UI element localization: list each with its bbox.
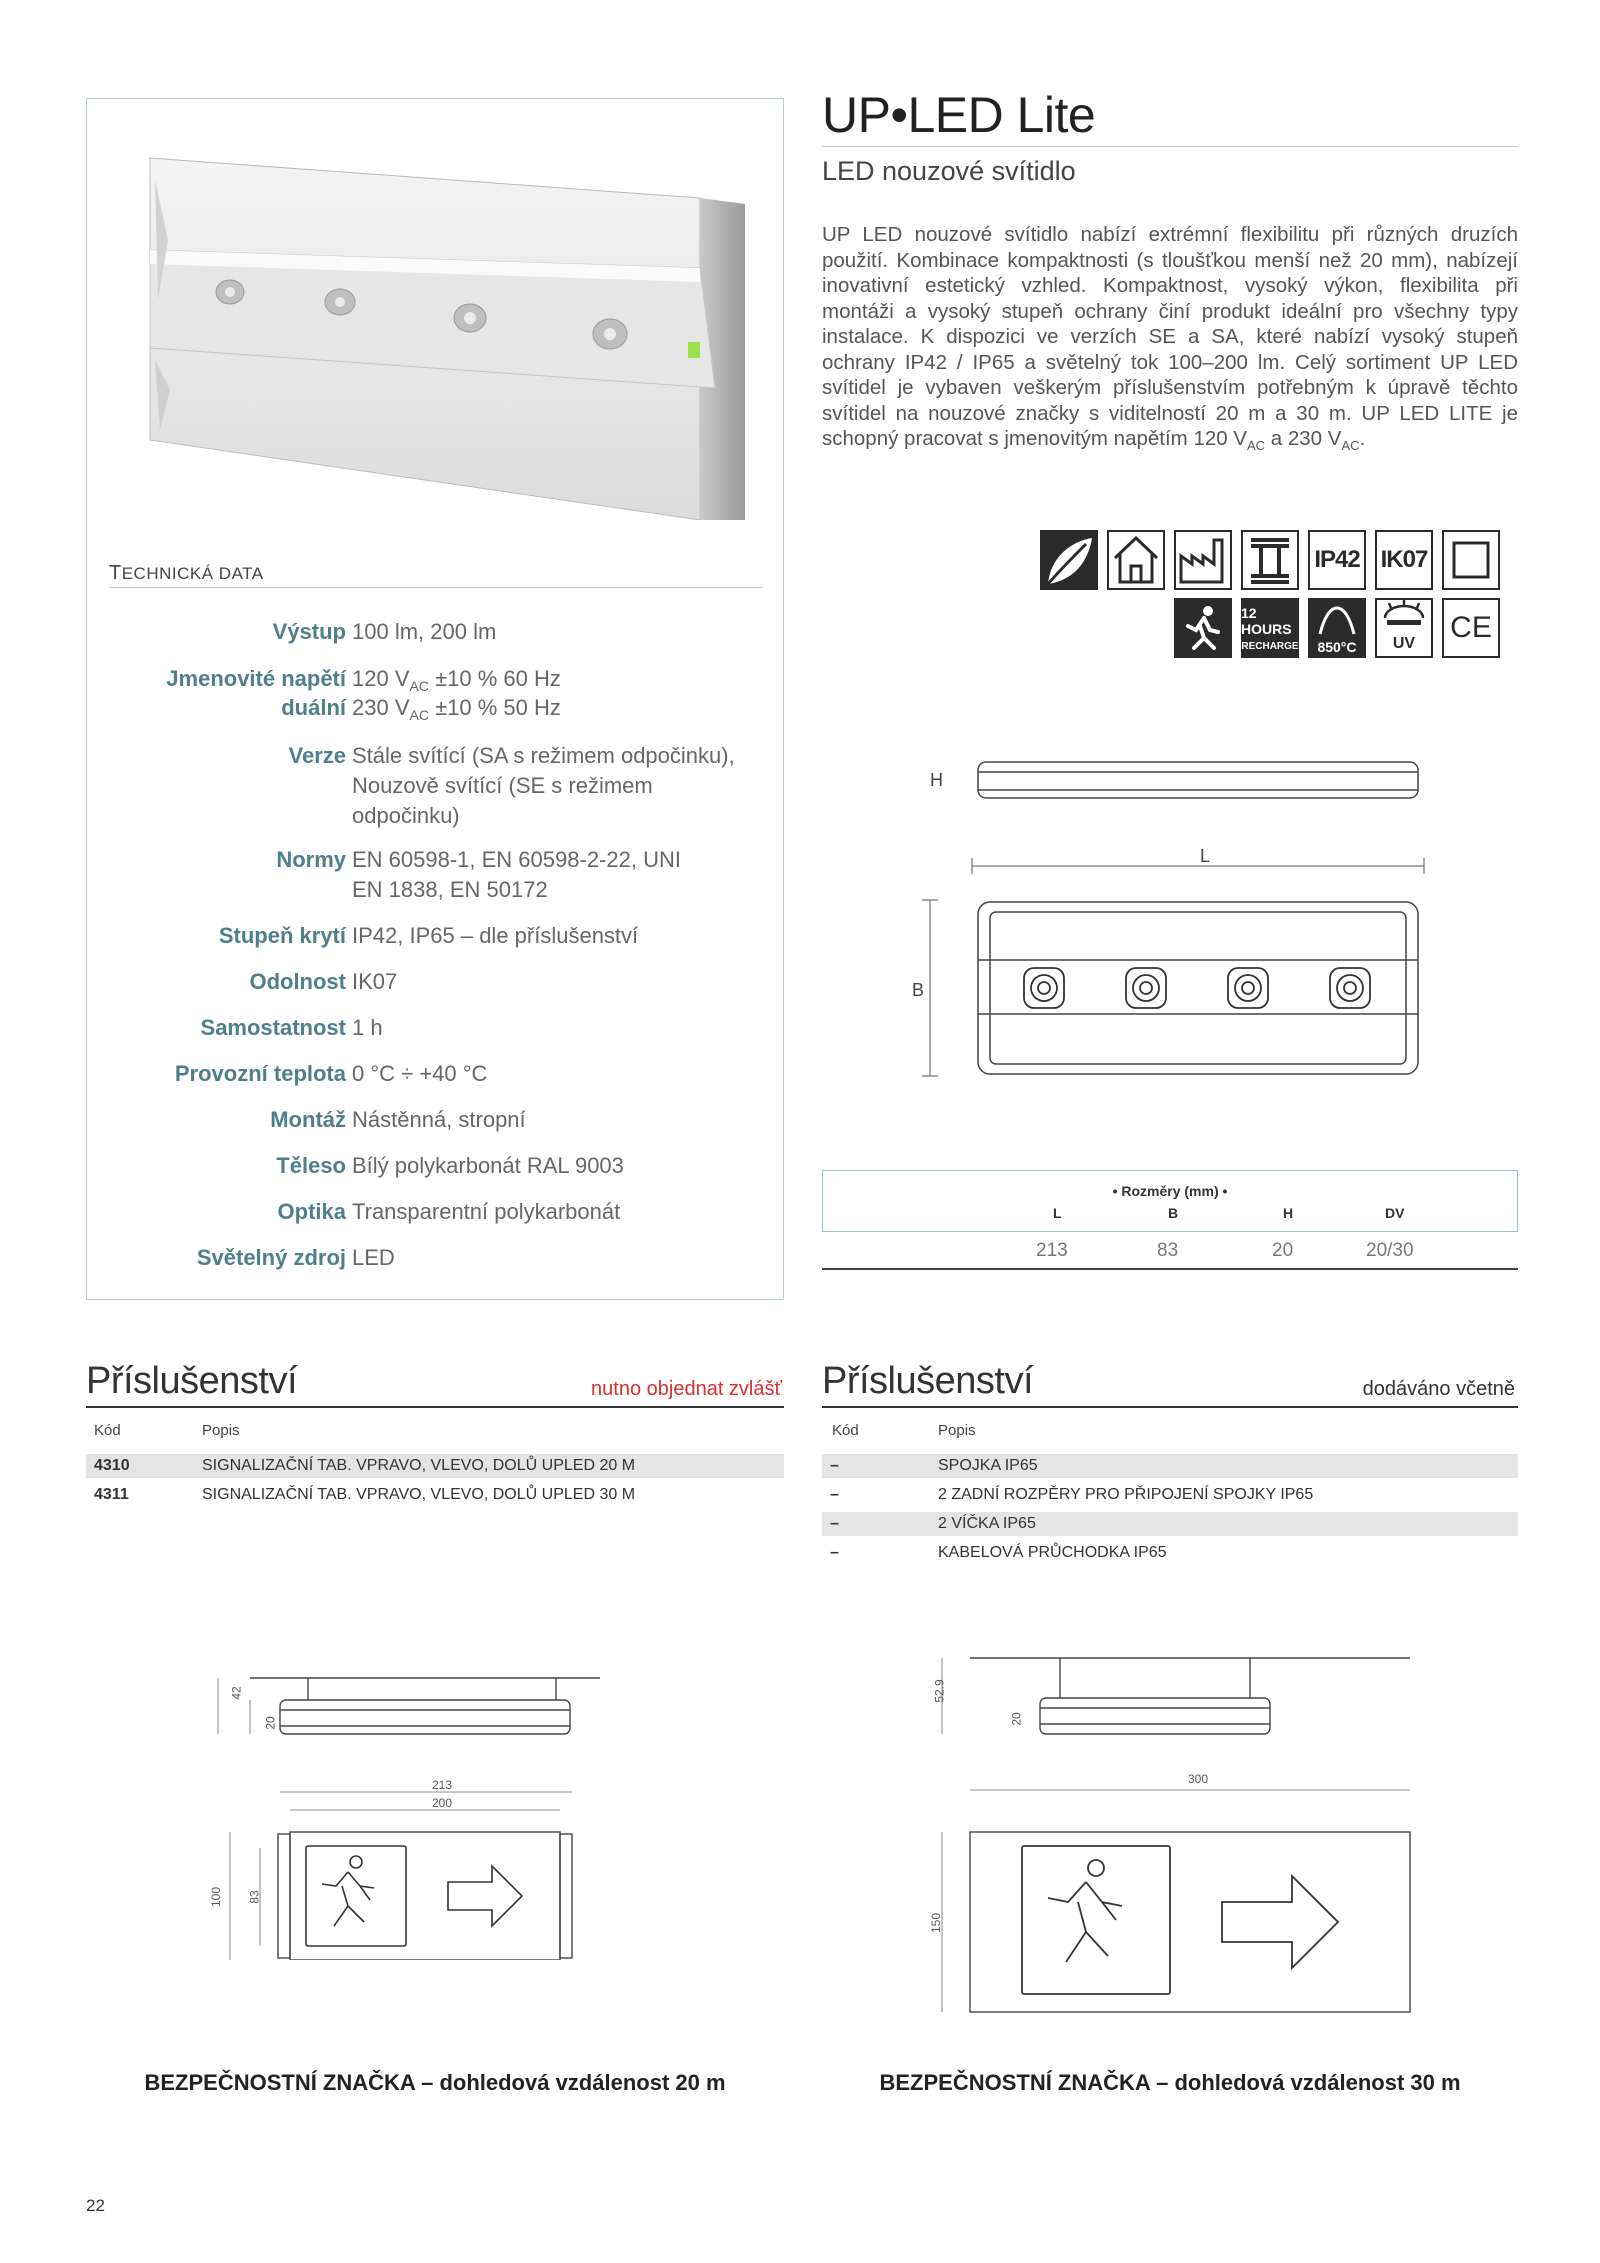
col-code-header: Kód [832, 1422, 859, 1439]
glow-wire-label: 850°C [1317, 639, 1357, 655]
pillar-icon [1241, 530, 1299, 590]
product-subtitle: LED nouzové svítidlo [822, 156, 1076, 186]
table-row [822, 1541, 1518, 1565]
row-code: – [830, 1457, 839, 1474]
col-code-header: Kód [94, 1422, 121, 1439]
dim-150: 150 [929, 1912, 944, 1934]
tech-key: Optika [277, 1199, 346, 1224]
tech-key: Verze [288, 743, 346, 768]
accessories-right-title: Příslušenství [822, 1360, 1034, 1402]
row-code: 4311 [94, 1486, 129, 1503]
tech-value-a: 120 V [352, 666, 410, 691]
tech-value-b: ±10 % 60 Hz [428, 666, 561, 691]
sign-20m-drawing [210, 1660, 610, 1960]
table-row [822, 1483, 1518, 1507]
product-photo [140, 150, 750, 520]
accessories-left-title: Příslušenství [86, 1360, 298, 1402]
tech-key: Stupeň krytí [218, 923, 346, 948]
row-code: – [830, 1544, 839, 1561]
dim-83: 83 [247, 1890, 262, 1904]
dim-200: 200 [432, 1796, 453, 1810]
ce-label: CE [1450, 611, 1492, 644]
sign-20m-caption: BEZPEČNOSTNÍ ZNAČKA – dohledová vzdálenost 20 m [144, 2070, 726, 2095]
tech-key: duální [281, 695, 346, 720]
uv-label: UV [1392, 635, 1416, 652]
tech-key: Provozní teplota [174, 1061, 346, 1086]
tech-heading-rest: ECHNICKÁ DATA [121, 564, 264, 583]
hours-label: 12 HOURS [1241, 604, 1292, 637]
dim-header-dv: DV [1385, 1205, 1405, 1221]
tech-key: Samostatnost [200, 1015, 346, 1040]
tech-value: 100 lm, 200 lm [352, 619, 497, 644]
dim-value-h: 20 [1272, 1240, 1294, 1261]
tech-rule [109, 587, 763, 588]
tech-key: Jmenovité napětí [166, 666, 346, 691]
tech-value: 1 h [352, 1015, 383, 1040]
tech-key: Montáž [270, 1107, 346, 1132]
tech-heading [109, 562, 264, 585]
description-mid: a 230 V [1265, 427, 1342, 450]
dim-value-b: 83 [1157, 1240, 1179, 1261]
row-code: 4310 [94, 1457, 130, 1474]
dim-label-h: H [930, 770, 943, 790]
table-row [822, 1454, 1518, 1478]
tech-value: EN 60598-1, EN 60598-2-22, UNI EN 1838, EN 50172 [352, 847, 681, 902]
tech-value: IP42, IP65 – dle příslušenství [352, 923, 639, 948]
row-desc: SIGNALIZAČNÍ TAB. VPRAVO, VLEVO, DOLŮ UPLED 20 M [202, 1457, 636, 1474]
ik07-badge [1375, 530, 1433, 590]
product-description [822, 222, 1518, 459]
row-desc: KABELOVÁ PRŮCHODKA IP65 [938, 1544, 1167, 1561]
accessories-left-note: nutno objednat zvlášť [591, 1378, 782, 1400]
tech-value-sub: AC [409, 678, 429, 694]
table-row [86, 1454, 784, 1478]
tech-value: Bílý polykarbonát RAL 9003 [352, 1153, 624, 1178]
dim-52-9: 52.9 [932, 1679, 947, 1703]
tech-key: Výstup [272, 619, 346, 644]
tech-value: Stále svítící (SA s režimem odpočinku), Nouzově svítící (SE s režimem odpočinku) [352, 743, 735, 828]
row-desc: SPOJKA IP65 [938, 1457, 1038, 1474]
tech-value-b: ±10 % 50 Hz [428, 695, 561, 720]
dim-header-h: H [1283, 1205, 1294, 1221]
row-desc: 2 ZADNÍ ROZPĚRY PRO PŘIPOJENÍ SPOJKY IP65 [938, 1486, 1314, 1503]
sign-30m-drawing [910, 1640, 1430, 2040]
ac-subscript: AC [1247, 438, 1266, 454]
technical-drawing [900, 750, 1460, 1090]
ac-subscript: AC [1341, 438, 1360, 454]
class-ii-icon [1442, 530, 1500, 590]
ip42-label: IP42 [1314, 546, 1360, 573]
dim-20: 20 [263, 1716, 278, 1730]
tech-key: Těleso [276, 1153, 346, 1178]
leaf-icon [1040, 530, 1098, 590]
row-code: – [830, 1515, 839, 1532]
glow-wire-badge [1308, 598, 1366, 658]
dimensions-table [822, 1170, 1518, 1232]
dim-42: 42 [229, 1686, 244, 1700]
row-code: – [830, 1486, 839, 1503]
dim-value-l: 213 [1036, 1240, 1068, 1261]
row-desc: 2 VÍČKA IP65 [938, 1515, 1036, 1532]
description-text: UP LED nouzové svítidlo nabízí extrémní flexibilitu při různých druzích použití. Kombinace kompaktnosti (s tloušťkou menší než 20 mm), nabízejí inovativní estetický vzhled. Kompaktnost, vysoký výkon, flexibilita při montáži a vysoký stupeň ochrany činí produkt ideální pro všechny typy instalace. K dispozici ve verzích SE a SA, které nabízí vysoký stupeň ochrany IP42 / IP65 a světelný tok 100–200 lm. Celý sortiment UP LED svítidel je vybaven veškerým příslušenstvím potřebným k úpravě těchto svítidel na nouzové značky s viditelností 20 m a 30 m. UP LED LITE je schopný pracovat s jmenovitým napětím 120 V [822, 223, 1518, 450]
tech-value: LED [352, 1245, 395, 1270]
accessories-right-rule [822, 1406, 1518, 1408]
dim-label-b: B [912, 980, 925, 1000]
tech-value-sub: AC [409, 707, 429, 723]
recharge-label: RECHARGE [1241, 640, 1299, 652]
tech-value-a: 230 V [352, 695, 410, 720]
accessories-left-rule [86, 1406, 784, 1408]
dim-20: 20 [1009, 1712, 1024, 1726]
title-rule [822, 146, 1518, 147]
dim-300: 300 [1188, 1772, 1209, 1786]
tech-heading-initial: T [109, 562, 122, 584]
ip42-badge [1308, 530, 1366, 590]
dim-header-l: L [1053, 1205, 1062, 1221]
col-desc-header: Popis [938, 1422, 976, 1439]
row-desc: SIGNALIZAČNÍ TAB. VPRAVO, VLEVO, DOLŮ UPLED 30 M [202, 1486, 636, 1503]
dimensions-title: • Rozměry (mm) • [1112, 1183, 1228, 1199]
dim-value-dv: 20/30 [1366, 1240, 1414, 1261]
uv-badge [1375, 598, 1433, 658]
page-number: 22 [86, 2196, 105, 2215]
dim-100: 100 [209, 1886, 224, 1908]
table-row [86, 1483, 784, 1507]
tech-key: Odolnost [249, 969, 346, 994]
dim-label-l: L [1200, 846, 1211, 866]
table-row [822, 1512, 1518, 1536]
tech-value: IK07 [352, 969, 398, 994]
house-icon [1107, 530, 1165, 590]
description-end: . [1359, 427, 1366, 450]
tech-value: Nástěnná, stropní [352, 1107, 526, 1132]
tech-value: 0 °C ÷ +40 °C [352, 1061, 488, 1086]
tech-key: Normy [276, 847, 346, 872]
ik07-label: IK07 [1380, 546, 1428, 573]
col-desc-header: Popis [202, 1422, 240, 1439]
ce-mark [1442, 598, 1500, 658]
dim-header-b: B [1168, 1205, 1179, 1221]
dimensions-bottom-rule [822, 1268, 1518, 1270]
sign-30m-caption: BEZPEČNOSTNÍ ZNAČKA – dohledová vzdálenost 30 m [879, 2070, 1461, 2095]
factory-icon [1174, 530, 1232, 590]
running-man-icon [1174, 598, 1232, 658]
tech-key: Světelný zdroj [196, 1245, 346, 1270]
recharge-badge [1241, 598, 1299, 658]
dim-213: 213 [432, 1778, 453, 1792]
accessories-right-note: dodáváno včetně [1362, 1378, 1515, 1400]
tech-value [352, 693, 742, 730]
tech-value: Transparentní polykarbonát [352, 1199, 621, 1224]
product-title: UP•LED Lite [822, 87, 1096, 143]
